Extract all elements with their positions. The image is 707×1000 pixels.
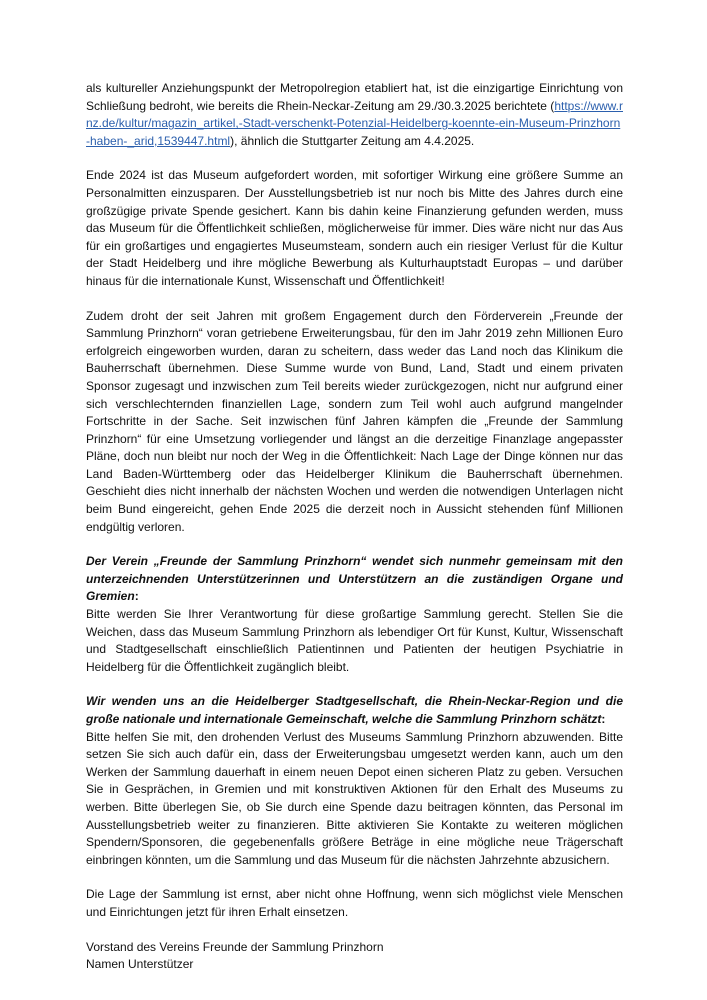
paragraph-intro [86,80,623,150]
appeal-public-body: Bitte helfen Sie mit, den drohenden Verlust des Museums Sammlung Prinzhorn abzuwenden. Bitte setzen Sie sich auch dafür ein, dass der Erweiterungsbau umgesetzt werden kann, auch um den Werken der Sammlung dauerhaft in einem neuen Depot einen sicheren Platz zu geben. Versuchen Sie in Gesprächen, in Gremien und mit konstruktiven Aktionen für den Erhalt des Museums zu werben. Bitte überlegen Sie, ob Sie durch eine Spende dazu beitragen könnten, das Personal im Ausstellungsbetrieb weiter zu finanzieren. Bitte aktivieren Sie Kontakte zu weiteren möglichen Spendern/Sponsoren, die gegebenenfalls größere Beträge in eine mögliche neue Trägerschaft einbringen könnten, um die Sammlung und das Museum für die nächsten Jahrzehnte abzusichern. [86,729,623,867]
appeal-public-colon: : [601,712,606,726]
paragraph-appeal-organs [86,553,623,676]
signature-supporters: Namen Unterstützer [86,957,194,972]
intro-text-end: ), ähnlich die Stuttgarter Zeitung am 4.4.2025. [230,133,475,148]
document-page [86,80,623,974]
appeal-organs-colon: : [134,589,139,604]
paragraph-closing: Die Lage der Sammlung ist ernst, aber nicht ohne Hoffnung, wenn sich möglichst viele Menschen und Einrichtungen jetzt für ihren Erhalt einsetzen. [86,887,623,919]
paragraph-budget-cut: Ende 2024 ist das Museum aufgefordert worden, mit sofortiger Wirkung eine größere Summe an Personalmitten einzusparen. Der Ausstellungsbetrieb ist nur noch bis Mitte des Jahres durch eine großzügige private Spende gesichert. Kann bis dahin keine Finanzierung gefunden werden, muss das Museum für die Öffentlichkeit schließen, möglicherweise für immer. Dies wäre nicht nur das Aus für ein großartiges und engagiertes Museumsteam, sondern auch ein riesiger Verlust für die Kultur der Stadt Heidelberg und ihre mögliche Bewerbung als Kulturhauptstadt Europas – und darüber hinaus für die internationale Kunst, Wissenschaft und Öffentlichkeit! [86,168,623,288]
paragraph-appeal-public [86,693,623,869]
paragraph-extension-building: Zudem droht der seit Jahren mit großem Engagement durch den Förderverein „Freunde der Sammlung Prinzhorn“ voran getriebene Erweiterungsbau, für den im Jahr 2019 zehn Millionen Euro erfolgreich eingeworben wurden, daran zu scheitern, dass weder das Land noch das Klinikum die Bauherrschaft übernehmen. Diese Summe wurde von Bund, Land, Stadt und einem privaten Sponsor zugesagt und inzwischen zum Teil bereits wieder zurückgezogen, nicht nur aufgrund einer sich verschlechternden finanziellen Lage, sondern zum Teil wohl auch aufgrund mangelnder Fortschritte in der Sache. Seit inzwischen fünf Jahren kämpfen die „Freunde der Sammlung Prinzhorn“ für eine Umsetzung vorliegender und längst an die derzeitige Finanzlage angepasster Pläne, doch nun bleibt nur noch der Weg in die Öffentlichkeit: Nach Lage der Dinge können nur das Land Baden-Württemberg oder das Heidelberger Klinikum die Bauherrschaft übernehmen. Geschieht dies nicht innerhalb der nächsten Wochen und werden die notwendigen Unterlagen nicht beim Bund eingereicht, gehen Ende 2025 die derzeit noch in Aussicht stehenden fünf Millionen endgültig verloren. [86,308,623,534]
signature-board: Vorstand des Vereins Freunde der Sammlung Prinzhorn [86,939,384,954]
rnz-article-link[interactable]: https://www.rnz.de/kultur/magazin_artikel,-Stadt-verschenkt-Potenzial-Heidelberg-koennte-ein-Museum-Prinzhorn-haben-_arid,1539447.html [86,98,623,148]
signature-block [86,939,623,974]
appeal-public-heading: Wir wenden uns an die Heidelberger Stadtgesellschaft, die Rhein-Neckar-Region und die große nationale und internationale Gemeinschaft, welche die Sammlung Prinzhorn schätzt [86,694,623,726]
appeal-organs-heading: Der Verein „Freunde der Sammlung Prinzhorn“ wendet sich nunmehr gemeinsam mit den unterzeichnenden Unterstützerinnen und Unterstützern an die zuständigen Organe und Gremien [86,554,623,604]
appeal-organs-body: Bitte werden Sie Ihrer Verantwortung für diese großartige Sammlung gerecht. Stellen Sie die Weichen, dass das Museum Sammlung Prinzhorn als lebendiger Ort für Kunst, Kultur, Wissenschaft und Stadtgesellschaft einschließlich Patientinnen und Patienten der heutigen Psychiatrie in Heidelberg für die Öffentlichkeit zugänglich bleibt. [86,607,623,674]
intro-text: als kultureller Anziehungspunkt der Metropolregion etabliert hat, ist die einzigartige Einrichtung von Schließung bedroht, wie bereits die Rhein-Neckar-Zeitung am 29./30.3.2025 berichtete ( [86,81,623,113]
